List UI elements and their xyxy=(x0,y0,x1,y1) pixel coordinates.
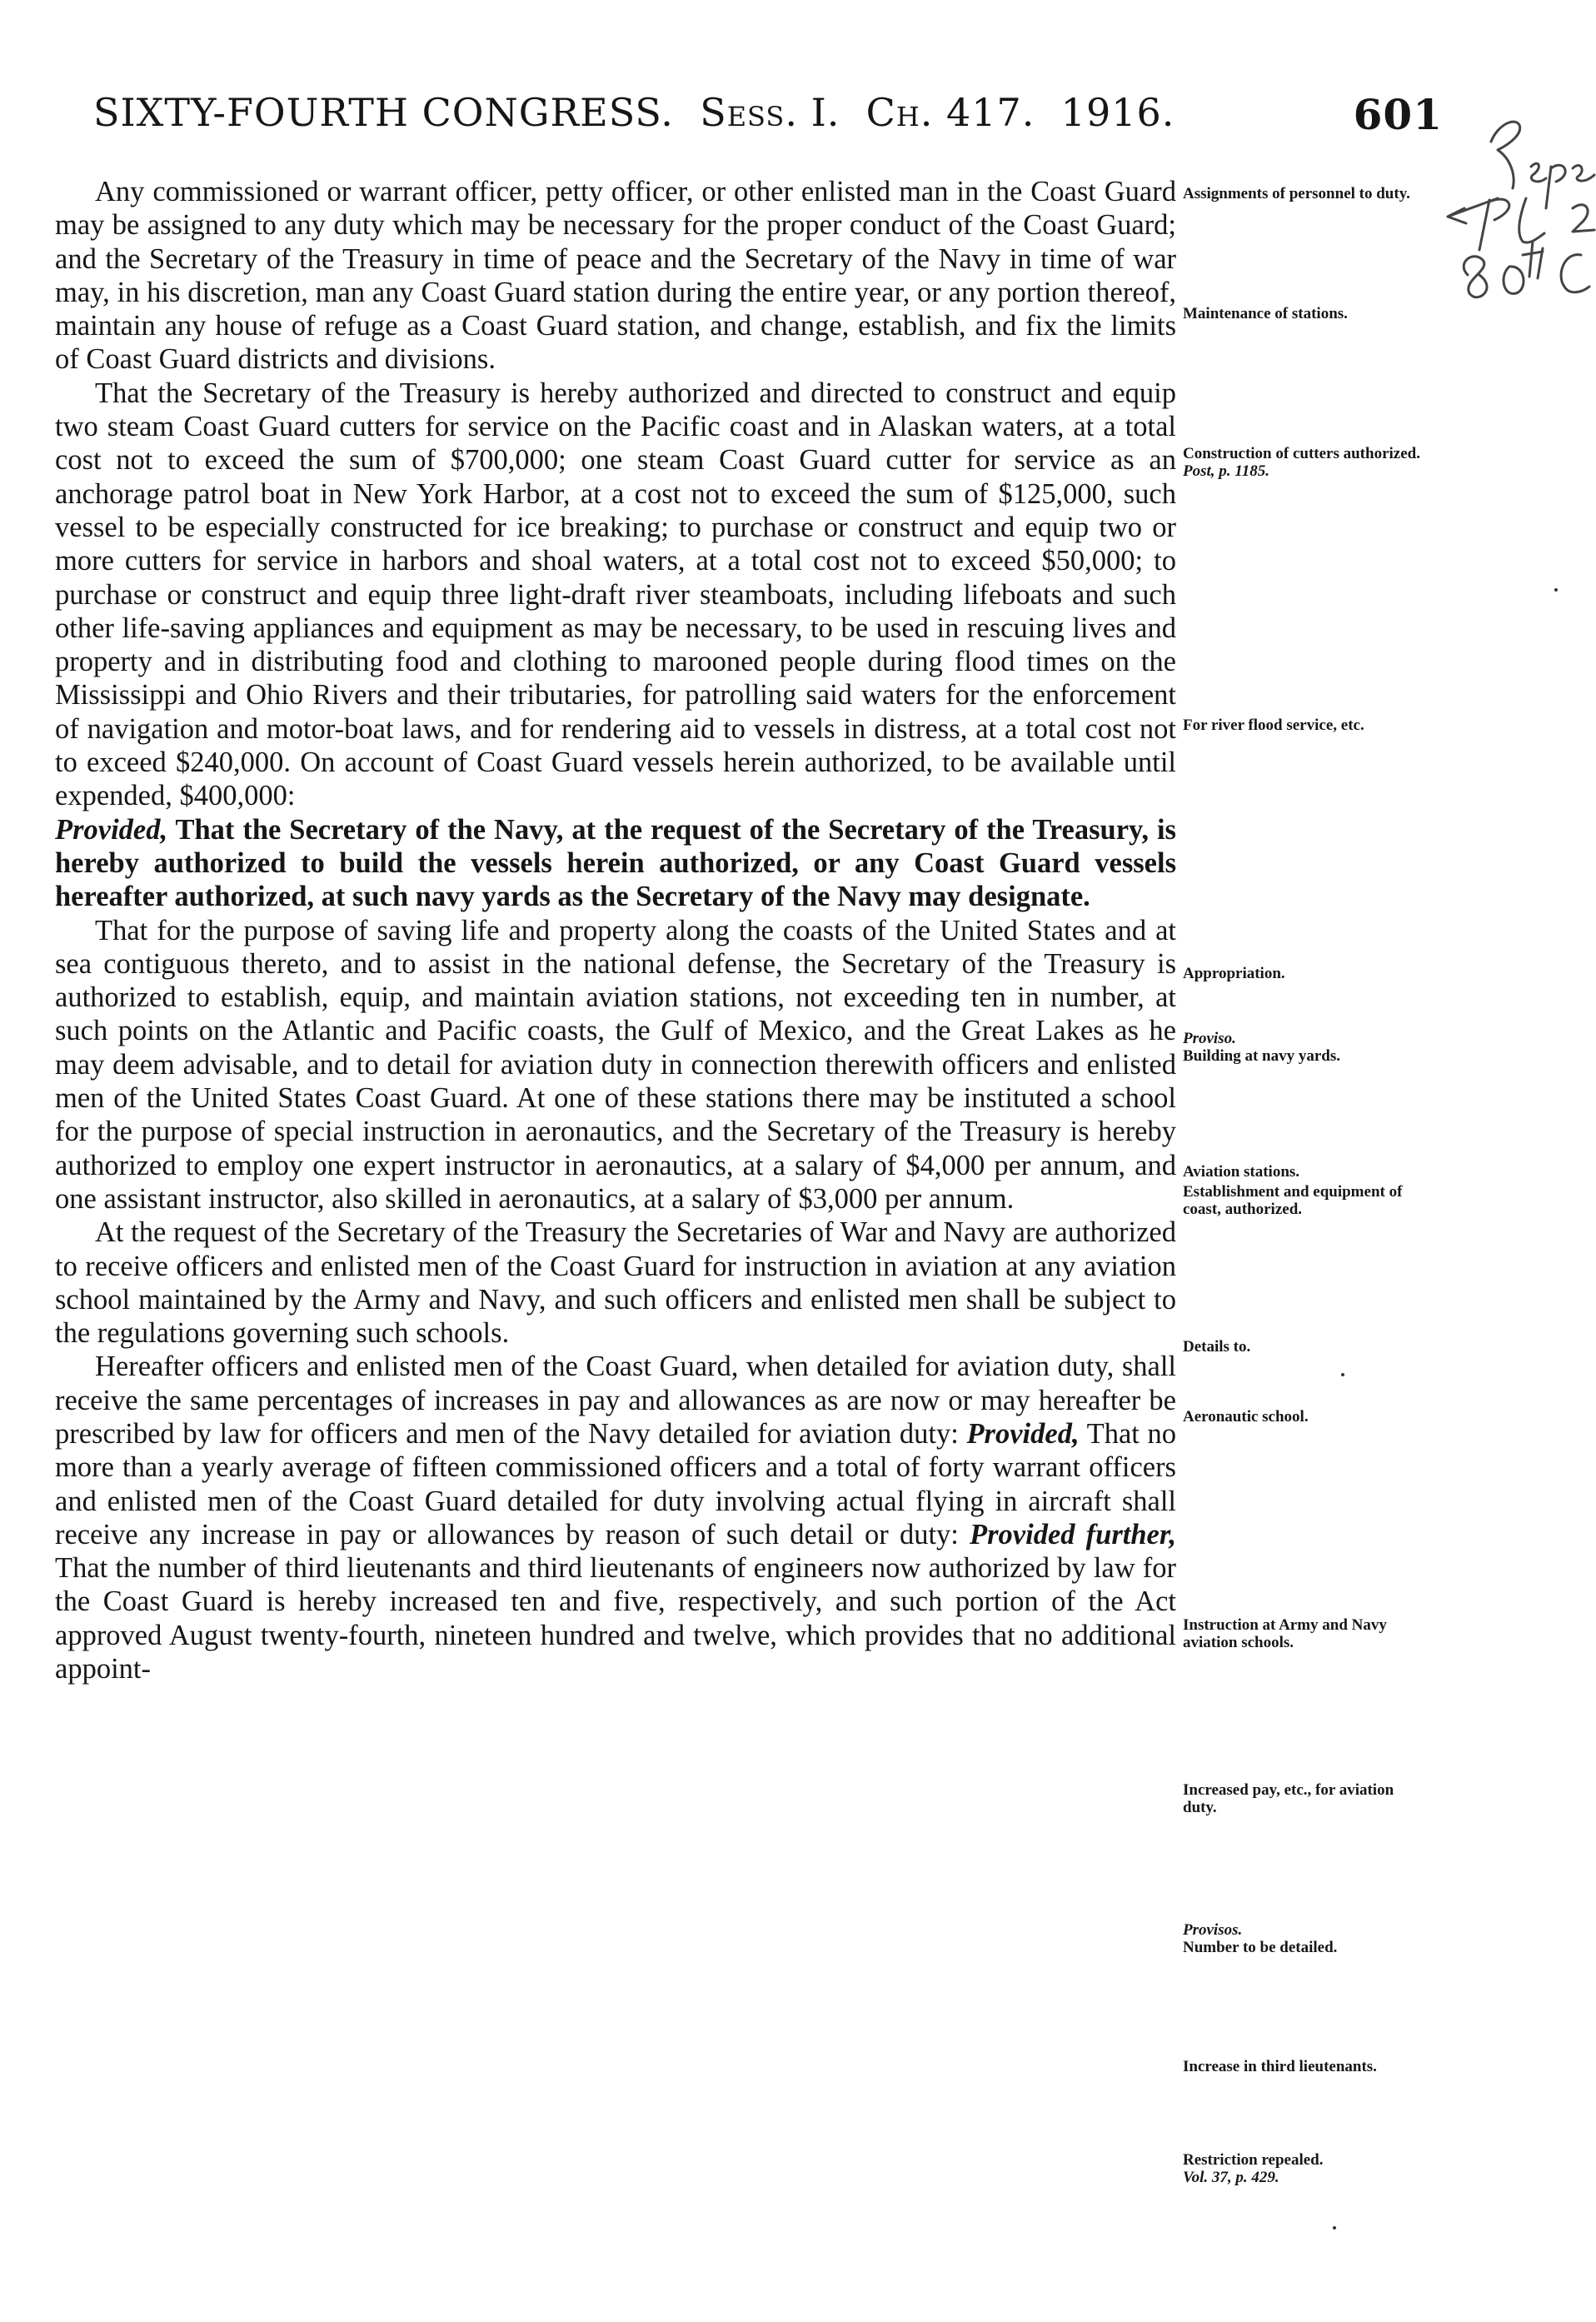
margin-note-text: Construction of cutters authorized. xyxy=(1183,445,1420,462)
proviso-text: That the Secretary of the Navy, at the request of the Secretary of the Treasury, is hereby authorized to build the vessels herein authorized, or any Coast Guard vessels hereafter authorized, at such navy yards as the Secretary of the Navy may designate. xyxy=(55,813,1176,913)
year-label: 1916. xyxy=(1060,90,1175,135)
margin-note xyxy=(1183,305,1424,322)
proviso-text-2: That no more than a yearly average of fifteen commissioned officers and a total of forty warrant officers and enlisted men of the Coast Guard detailed for duty involving actual flying in aircraft shall receive any increase in pay or allowances by reason of such detail or duty: xyxy=(55,1417,1177,1550)
annotation-P xyxy=(1479,199,1509,250)
margin-note xyxy=(1183,1921,1424,1956)
margin-note-text: Restriction repealed. xyxy=(1183,2151,1324,2169)
paragraph-cutters-text: That the Secretary of the Treasury is hereby authorized and directed to construct and equip two steam Coast Guard cutters for service on the Pacific coast and in Alaskan waters, at a total cost not to exceed the sum of $700,000; one steam Coast Guard cutter for service as an anchorage patrol boat in New York Harbor, at a cost not to exceed the sum of $125,000, such vessel to be especially constructed for ice breaking; to purchase or construct and equip two or more cutters for service in harbors and shoal waters, at a total cost not to exceed $50,000; to purchase or construct and equip three light-draft river steamboats, including lifeboats and such other life-saving appliances and equipment as may be necessary, to be used in rescuing lives and property and in distributing food and clothing to marooned people during flood times on the Mississippi and Ohio Rivers and their tributaries, for patrolling said waters for the enforcement of navigation and motor-boat laws, and for rendering aid to vessels in distress, at a total cost not to exceed $240,000. On account of Coast Guard vessels herein authorized, to be available until expended, $400,000: xyxy=(55,377,1176,812)
margin-note-text: For river flood service, etc. xyxy=(1183,717,1364,734)
margin-note-text: Increase in third lieutenants. xyxy=(1183,2058,1377,2075)
running-title: SIXTY-FOURTH CONGRESS. xyxy=(93,90,674,135)
annotation-ea xyxy=(1573,166,1594,182)
annotation-8 xyxy=(1464,257,1487,297)
margin-note-ref: Post, p. 1185. xyxy=(1183,462,1269,480)
paragraph-cutters-proviso xyxy=(55,814,1176,913)
margin-note xyxy=(1183,2058,1424,2075)
handwritten-annotation xyxy=(1439,108,1596,308)
margin-note-ref: Vol. 37, p. 429. xyxy=(1183,2169,1279,2186)
margin-note-text: Appropriation. xyxy=(1183,965,1285,982)
margin-note xyxy=(1183,965,1424,982)
statute-text xyxy=(55,175,1176,1685)
chapter-label: Ch. 417. xyxy=(865,90,1035,135)
margin-note xyxy=(1183,185,1424,202)
annotation-p xyxy=(1546,165,1565,208)
annotation-2 xyxy=(1573,205,1594,232)
margin-note-text: Building at navy yards. xyxy=(1183,1047,1340,1065)
margin-note-label: Proviso. xyxy=(1183,1030,1236,1047)
running-head xyxy=(93,90,1175,135)
annotation-r xyxy=(1491,122,1520,188)
ink-speck xyxy=(1333,2226,1336,2230)
margin-note-label: Provisos. xyxy=(1183,1921,1243,1939)
margin-note-text: Assignments of personnel to duty. xyxy=(1183,185,1410,202)
annotation-e xyxy=(1531,163,1546,182)
paragraph-assignments: Any commissioned or warrant officer, petty officer, or other enlisted man in the Coast Guard may be assigned to any duty which may be necessary for the proper conduct of the Coast Guard; and the Secretary of the Treasury in time of peace and the Secretary of the Navy in time of war may, in his discretion, man any Coast Guard station during the entire year, or any portion thereof, maintain any house of refuge as a Coast Guard station, and change, establish, and fix the limits of Coast Guard districts and divisions. xyxy=(55,176,1176,376)
margin-note-text: Maintenance of stations. xyxy=(1183,305,1348,322)
proviso-further-label: Provided further, xyxy=(970,1518,1176,1550)
margin-note xyxy=(1183,1030,1424,1065)
margin-note xyxy=(1183,445,1424,480)
proviso-label-2: Provided, xyxy=(966,1417,1080,1450)
paragraph-instruction: At the request of the Secretary of the Treasury the Secretaries of War and Navy are authorized to receive officers and enlisted men of the Coast Guard for instruction in aviation at any aviation school maintained by the Army and Navy, and such officers and enlisted men shall be subject to the regulations governing such schools. xyxy=(55,1216,1176,1350)
margin-note xyxy=(1183,1616,1424,1651)
page-number: 601 xyxy=(1353,90,1443,139)
annotation-L xyxy=(1519,198,1544,242)
margin-note-text: Aeronautic school. xyxy=(1183,1408,1309,1426)
ink-speck xyxy=(1341,1373,1344,1376)
margin-note xyxy=(1183,1183,1424,1218)
margin-note xyxy=(1183,717,1424,734)
margin-note-text: Details to. xyxy=(1183,1338,1251,1356)
paragraph-increased-pay xyxy=(55,1350,1176,1685)
paragraph-aviation-stations: That for the purpose of saving life and property along the coasts of the United States and at sea contiguous thereto, and to assist in the national defense, the Secretary of the Treasury is authorized to establish, equip, and maintain aviation stations, not exceeding ten in number, at such points on the Atlantic and Pacific coasts, the Gulf of Mexico, and the Great Lakes as he may deem advisable, and to detail for aviation duty in connection therewith officers and enlisted men of the United States Coast Guard. At one of these stations there may be instituted a school for the purpose of special instruction in aeronautics, and the Secretary of the Treasury is hereby authorized to employ one expert instructor in aeronautics, at a salary of $4,000 per annum, and one assistant instructor, also skilled in aeronautics, at a salary of $3,000 per annum. xyxy=(55,914,1176,1215)
session-label: Sess. I. xyxy=(700,90,840,135)
margin-note xyxy=(1183,1163,1424,1181)
margin-note-text: Increased pay, etc., for aviation duty. xyxy=(1183,1781,1394,1816)
paragraph-cutters xyxy=(55,377,1176,914)
margin-note-text: Instruction at Army and Navy aviation schools. xyxy=(1183,1616,1387,1651)
margin-note xyxy=(1183,1338,1424,1356)
annotation-0 xyxy=(1504,267,1524,294)
paragraph-pay-text: Hereafter officers and enlisted men of the Coast Guard, when detailed for aviation duty, shall receive the same percentages of increases in pay and allowances as are now or may hereafter be prescribed by law for officers and men of the Navy detailed for aviation duty: xyxy=(55,1351,1176,1450)
proviso-further-text: That the number of third lieutenants and third lieutenants of engineers now authorized by law for the Coast Guard is hereby increased ten and five, respectively, and such portion of the Act approved August twenty-fourth, nineteen hundred and twelve, which provides that no additional appoint- xyxy=(55,1552,1176,1685)
annotation-C xyxy=(1561,255,1589,292)
ink-speck xyxy=(1554,588,1558,592)
margin-note-text: Number to be detailed. xyxy=(1183,1939,1338,1956)
proviso-label: Provided, xyxy=(55,813,168,846)
margin-note xyxy=(1183,1408,1424,1426)
margin-note-text: Aviation stations. xyxy=(1183,1163,1300,1181)
annotation-th xyxy=(1523,242,1543,278)
margin-note-text: Establishment and equipment of coast, authorized. xyxy=(1183,1183,1403,1218)
margin-note xyxy=(1183,1781,1424,1816)
page-header xyxy=(93,90,1443,148)
margin-note xyxy=(1183,2151,1424,2186)
